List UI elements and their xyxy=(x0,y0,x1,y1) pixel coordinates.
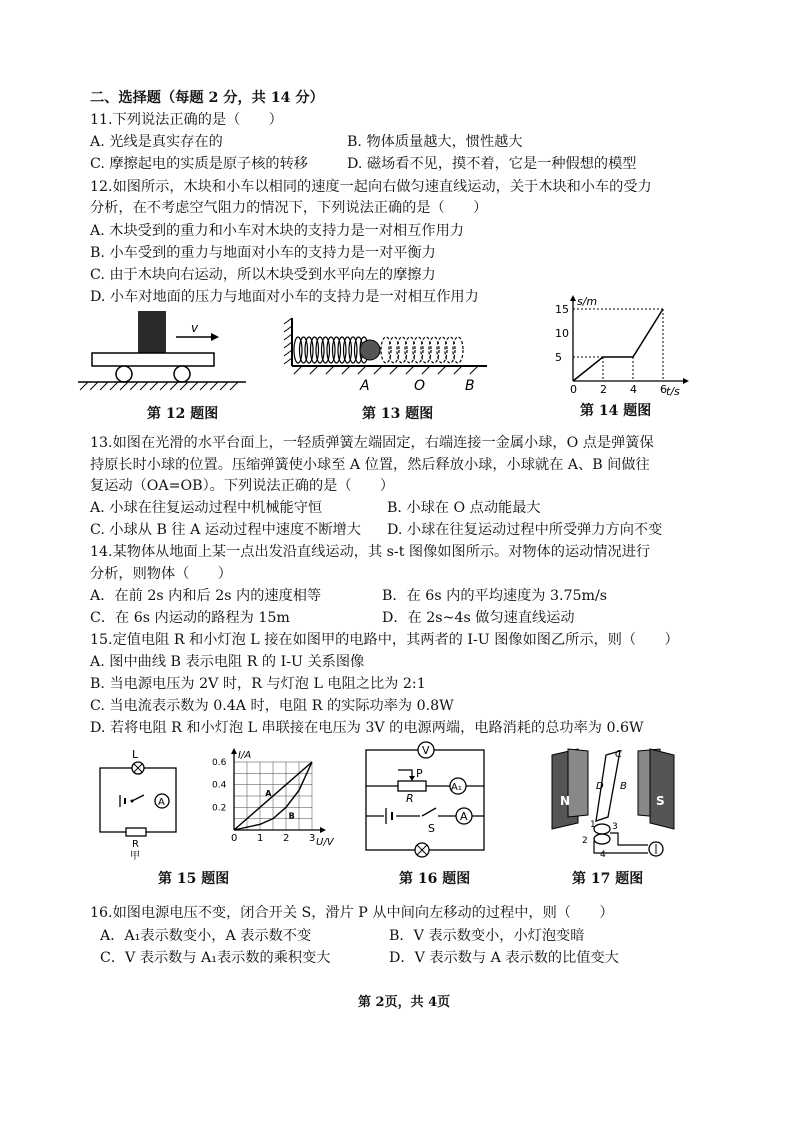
ammeter-a-label: A xyxy=(460,810,468,823)
slider-p-label: P xyxy=(416,767,423,780)
x-axis-label: U/V xyxy=(316,837,334,848)
q13-option-d: D. 小球在往复运动过程中所受弹力方向不变 xyxy=(387,522,663,538)
x-tick-label: 0 xyxy=(231,833,238,844)
rheostat-label: R xyxy=(406,792,414,805)
page-footer: 第 2页，共 4页 xyxy=(358,995,451,1010)
series-label-a: A xyxy=(265,789,272,798)
q13-option-b: B. 小球在 O 点动能最大 xyxy=(387,500,541,516)
fig13-caption: 第 13 题图 xyxy=(362,406,434,422)
voltmeter-label: V xyxy=(422,744,430,757)
fig15-iu-chart xyxy=(212,748,342,848)
q16-option-c: C．V 表示数与 A₁表示数的乘积变大 xyxy=(100,950,331,966)
resistor-r xyxy=(126,828,146,836)
slider-p xyxy=(398,770,412,780)
q12-option-d: D. 小车对地面的压力与地面对小车的支持力是一对相互作用力 xyxy=(90,289,479,305)
point-a-label: A xyxy=(360,378,370,394)
cart-body xyxy=(92,353,214,366)
q16-stem: 16.如图电源电压不变，闭合开关 S，滑片 P 从中间向左移动的过程中，则（ ） xyxy=(90,905,614,921)
fig17-generator-diagram xyxy=(548,745,678,863)
q12-stem-line1: 12.如图所示，木块和小车以相同的速度一起向右做匀速直线运动，关于木块和小车的受力 xyxy=(90,179,652,195)
q12-stem-line2: 分析，在不考虑空气阻力的情况下，下列说法正确的是（ ） xyxy=(90,200,488,216)
x-tick-label: 4 xyxy=(630,383,637,396)
fig14-st-chart xyxy=(555,295,690,398)
brush-1-label: 1 xyxy=(590,820,596,830)
q11-option-d: D. 磁场看不见，摸不着，它是一种假想的模型 xyxy=(347,156,637,172)
q14-stem-line1: 14.某物体从地面上某一点出发沿直线运动，其 s-t 图像如图所示。对物体的运动情况进行 xyxy=(90,544,651,560)
y-tick-label: 0.2 xyxy=(212,803,227,814)
q16-option-b: B．V 表示数变小，小灯泡变暗 xyxy=(389,928,585,944)
pole-s-label: S xyxy=(656,794,665,808)
point-o-label: O xyxy=(414,378,426,394)
q15-option-a: A. 图中曲线 B 表示电阻 R 的 I-U 关系图像 xyxy=(90,654,365,670)
fig13-spring-diagram xyxy=(282,316,492,394)
y-tick-label: 15 xyxy=(555,303,569,316)
q12-option-b: B. 小车受到的重力与地面对小车的支持力是一对平衡力 xyxy=(90,245,436,261)
pole-n-label: N xyxy=(560,794,571,808)
y-axis-label: I/A xyxy=(238,750,252,761)
fig12-caption: 第 12 题图 xyxy=(147,406,219,422)
coil-b-label: B xyxy=(620,781,627,792)
y-axis-label: s/m xyxy=(577,295,598,308)
q13-stem-line1: 13.如图在光滑的水平台面上，一轻质弹簧左端固定，右端连接一金属小球，O 点是弹簧保 xyxy=(90,435,654,451)
x-tick-label: 2 xyxy=(283,833,290,844)
x-tick-label: 6 xyxy=(660,383,667,396)
fig14-caption: 第 14 题图 xyxy=(580,403,652,419)
rheostat xyxy=(398,781,426,791)
y-tick-label: 0.6 xyxy=(212,758,227,768)
q11-option-a: A. 光线是真实存在的 xyxy=(90,134,223,150)
q11-stem: 11.下列说法正确的是（ ） xyxy=(90,112,283,128)
ammeter-label: A xyxy=(158,797,165,808)
x-tick-label: 1 xyxy=(257,833,264,844)
q16-option-a: A．A₁表示数变小，A 表示数不变 xyxy=(100,928,312,944)
velocity-label: v xyxy=(191,321,199,335)
switch-label: S xyxy=(428,822,435,835)
q14-option-b: B．在 6s 内的平均速度为 3.75m/s xyxy=(382,588,608,604)
fig12-cart-diagram xyxy=(76,305,248,397)
q11-option-b: B. 物体质量越大，惯性越大 xyxy=(347,134,523,150)
jia-label: 甲 xyxy=(130,851,140,860)
wood-block xyxy=(138,311,166,353)
q15-stem: 15.定值电阻 R 和小灯泡 L 接在如图甲的电路中，其两者的 I-U 图像如图乙所示，则（ ） xyxy=(90,632,679,648)
fig17-caption: 第 17 题图 xyxy=(572,871,644,887)
brush-4-label: 4 xyxy=(600,850,606,860)
brush-3-label: 3 xyxy=(612,822,618,832)
q16-option-d: D．V 表示数与 A 表示数的比值变大 xyxy=(389,950,619,966)
fig15-caption: 第 15 题图 xyxy=(158,871,230,887)
fig16-circuit xyxy=(362,738,490,862)
y-tick-label: 5 xyxy=(555,351,562,364)
y-tick-label: 0.4 xyxy=(212,780,227,791)
coil-c-label: C xyxy=(615,749,622,760)
q15-option-c: C. 当电流表示数为 0.4A 时，电阻 R 的实际功率为 0.8W xyxy=(90,698,454,714)
q12-option-c: C. 由于木块向右运动，所以木块受到水平向左的摩擦力 xyxy=(90,267,436,283)
lamp-label: L xyxy=(132,748,139,761)
q11-option-c: C. 摩擦起电的实质是原子核的转移 xyxy=(90,156,308,172)
coil-d-label: D xyxy=(596,781,604,792)
q15-option-d: D. 若将电阻 R 和小灯泡 L 串联接在电压为 3V 的电源两端，电路消耗的总功率为 0.6W xyxy=(90,720,644,736)
q14-option-a: A．在前 2s 内和后 2s 内的速度相等 xyxy=(90,588,322,604)
q13-stem-line2: 持原长时小球的位置。压缩弹簧使小球至 A 位置，然后释放小球，小球就在 A、B 间做往 xyxy=(90,457,650,473)
q13-option-a: A. 小球在往复运动过程中机械能守恒 xyxy=(90,500,323,516)
x-axis-label: t/s xyxy=(666,385,680,398)
x-tick-label: 3 xyxy=(309,833,316,844)
q14-stem-line2: 分析，则物体（ ） xyxy=(90,566,232,582)
section-title: 二、选择题（每题 2 分，共 14 分） xyxy=(90,90,324,106)
fig15-circuit-jia xyxy=(92,748,187,860)
ammeter-a1-label: A₁ xyxy=(451,782,462,793)
q15-option-b: B. 当电源电压为 2V 时，R 与灯泡 L 电阻之比为 2:1 xyxy=(90,676,426,692)
fig16-caption: 第 16 题图 xyxy=(399,871,471,887)
q12-option-a: A. 木块受到的重力和小车对木块的支持力是一对相互作用力 xyxy=(90,223,464,239)
q13-stem-line3: 复运动（OA=OB）。下列说法正确的是（ ） xyxy=(90,478,395,494)
x-tick-label: 0 xyxy=(570,383,577,396)
resistor-label: R xyxy=(132,839,139,850)
switch xyxy=(132,795,144,801)
x-tick-label: 2 xyxy=(600,383,607,396)
q14-option-c: C．在 6s 内运动的路程为 15m xyxy=(90,610,290,626)
st-line xyxy=(573,309,663,381)
series-label-b: B xyxy=(288,811,295,821)
metal-ball xyxy=(360,340,380,360)
q13-option-c: C. 小球从 B 往 A 运动过程中速度不断增大 xyxy=(90,522,361,538)
y-tick-label: 10 xyxy=(555,327,569,340)
q14-option-d: D．在 2s~4s 做匀速直线运动 xyxy=(382,610,575,626)
point-b-label: B xyxy=(465,378,475,394)
brush-2-label: 2 xyxy=(582,836,588,846)
